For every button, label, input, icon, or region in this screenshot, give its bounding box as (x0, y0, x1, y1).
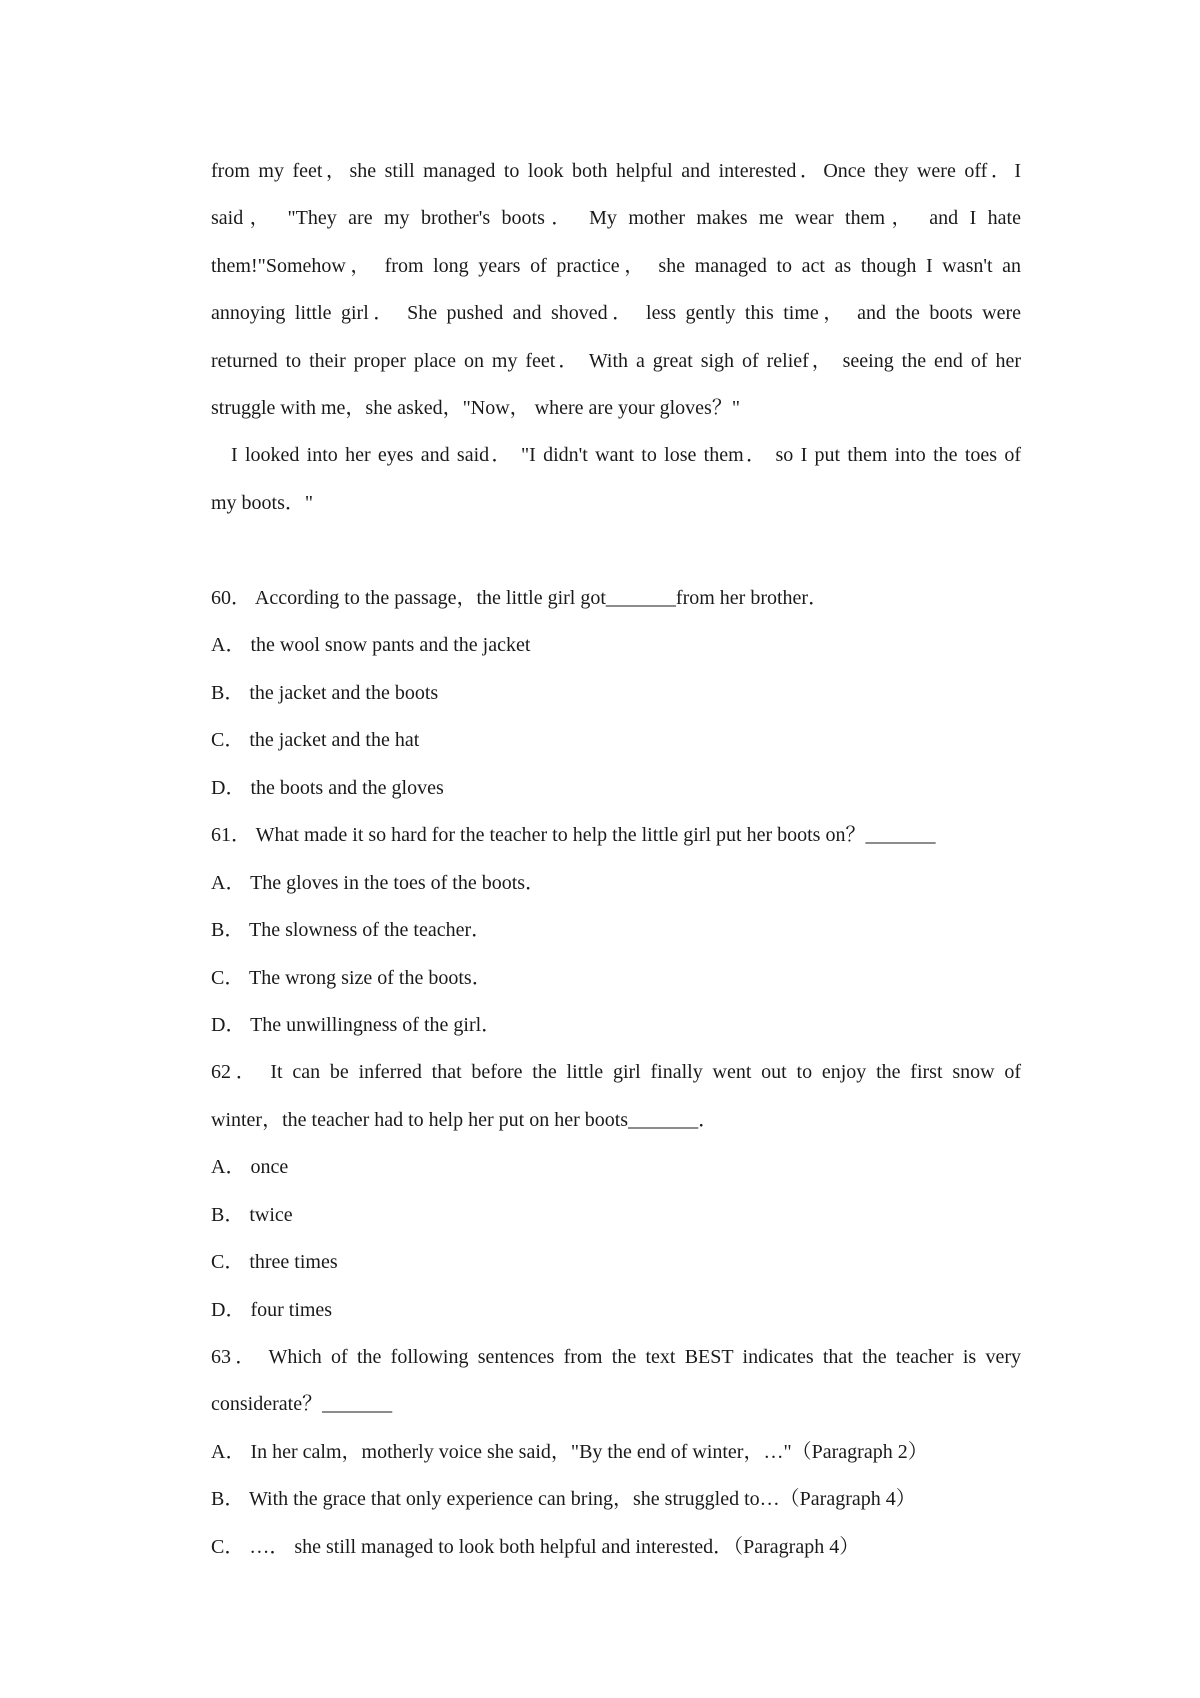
answer-option[interactable]: C． The wrong size of the boots． (211, 966, 492, 989)
question-62 (211, 1054, 1021, 1339)
reading-passage (211, 153, 1021, 532)
passage-line: I looked into her eyes and said． "I didn't want to lose them． so I put them into the toes of (231, 444, 1021, 467)
answer-option[interactable]: C． the jacket and the hat (211, 729, 420, 752)
question-stem: 63． Which of the following sentences from the text BEST indicates that the teacher is very (211, 1346, 1021, 1368)
question-60 (211, 580, 1021, 817)
question-stem: winter，the teacher had to help her put on her boots_______． (211, 1108, 719, 1131)
passage-line: my boots．" (211, 491, 314, 514)
question-stem: 61． What made it so hard for the teacher to help the little girl put her boots on？_______ (211, 824, 936, 847)
passage-line: from my feet，she still managed to look both helpful and interested．Once they were off．I (211, 160, 1021, 182)
question-61 (211, 817, 1021, 1054)
answer-option[interactable]: C． three times (211, 1251, 338, 1274)
answer-option[interactable]: C． …． she still managed to look both helpful and interested．（Paragraph 4） (211, 1535, 860, 1558)
answer-option[interactable]: B． The slowness of the teacher． (211, 919, 492, 942)
answer-option[interactable]: D． the boots and the gloves (211, 776, 444, 799)
passage-line: struggle with me，she asked，"Now， where are your gloves？" (211, 396, 740, 419)
answer-option[interactable]: A． the wool snow pants and the jacket (211, 634, 531, 657)
passage-line: said， "They are my brother's boots． My mother makes me wear them， and I hate (211, 207, 1021, 230)
answer-option[interactable]: B． With the grace that only experience can bring，she struggled to…（Paragraph 4） (211, 1488, 916, 1511)
question-63 (211, 1339, 1021, 1576)
answer-option[interactable]: B． twice (211, 1203, 293, 1226)
passage-line: them!"Somehow， from long years of practice， she managed to act as though I wasn't an (211, 254, 1021, 277)
question-stem: considerate？_______ (211, 1393, 393, 1416)
question-stem: 60． According to the passage，the little girl got_______from her brother． (211, 587, 829, 609)
answer-option[interactable]: D． four times (211, 1298, 333, 1321)
answer-option[interactable]: A． The gloves in the toes of the boots． (211, 871, 546, 894)
passage-line: returned to their proper place on my feet． With a great sigh of relief， seeing the end of her (211, 349, 1021, 372)
passage-line: annoying little girl． She pushed and shoved． less gently this time， and the boots were (211, 302, 1021, 325)
answer-option[interactable]: D． The unwillingness of the girl． (211, 1013, 502, 1036)
question-list (211, 580, 1021, 1576)
question-stem: 62． It can be inferred that before the little girl finally went out to enjoy the first snow of (211, 1061, 1021, 1084)
answer-option[interactable]: B． the jacket and the boots (211, 681, 439, 704)
answer-option[interactable]: A． In her calm，motherly voice she said，"By the end of winter，…"（Paragraph 2） (211, 1440, 928, 1463)
answer-option[interactable]: A． once (211, 1156, 289, 1179)
